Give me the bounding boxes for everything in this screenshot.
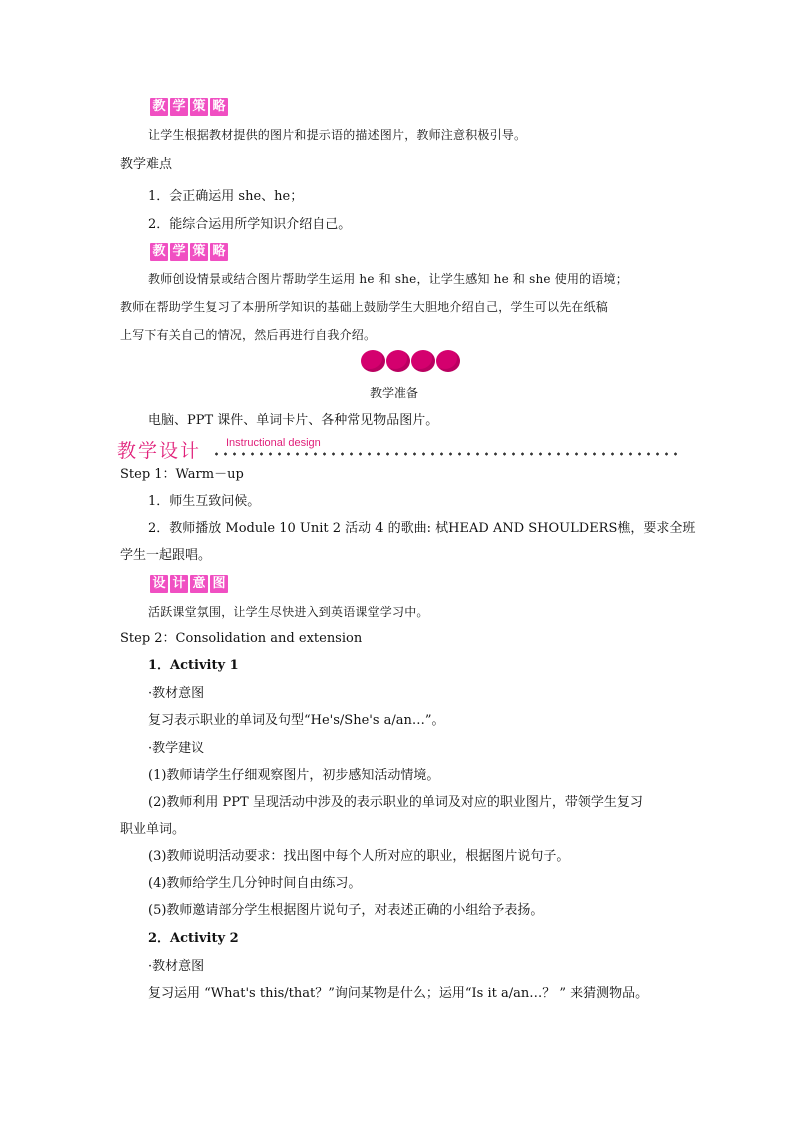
tag-char: 学 [170, 98, 188, 116]
tag-char: 略 [210, 243, 228, 261]
section-divider [212, 451, 680, 457]
advice-item: (1)教师请学生仔细观察图片，初步感知活动情境。 [148, 768, 440, 783]
prep-heading: 教学准备 [370, 386, 419, 400]
activity2-title: 2．Activity 2 [148, 931, 239, 946]
activity1-advice-label: ·教学建议 [148, 741, 205, 756]
section-subtitle: Instructional design [226, 437, 321, 449]
tag-char: 设 [150, 575, 168, 593]
tag-char: 意 [190, 575, 208, 593]
step1-item: 1．师生互致问候。 [148, 494, 261, 509]
prep-text: 电脑、PPT 课件、单词卡片、各种常见物品图片。 [148, 413, 439, 428]
apple-icon [361, 350, 385, 372]
tag-char: 教 [150, 243, 168, 261]
advice-item: (4)教师给学生几分钟时间自由练习。 [148, 876, 362, 891]
step2-title: Step 2：Consolidation and extension [120, 631, 363, 646]
design-intent-text: 活跃课堂氛围，让学生尽快进入到英语课堂学习中。 [148, 605, 429, 619]
strategy2-line: 教师在帮助学生复习了本册所学知识的基础上鼓励学生大胆地介绍自己，学生可以先在纸稿 [120, 300, 609, 314]
activity1-title: 1．Activity 1 [148, 658, 239, 673]
activity1-intent-label: ·教材意图 [148, 686, 205, 701]
step1-item: 学生一起跟唱。 [120, 548, 212, 563]
tag-char: 策 [190, 98, 208, 116]
difficulty-item: 2．能综合运用所学知识介绍自己。 [148, 217, 352, 232]
advice-item: 职业单词。 [120, 822, 186, 837]
tag-char: 学 [170, 243, 188, 261]
activity2-intent-label: ·教材意图 [148, 959, 205, 974]
activity1-intent: 复习表示职业的单词及句型“He's/She's a/an…”。 [148, 713, 445, 728]
difficulty-item: 1．会正确运用 she、he； [148, 189, 304, 204]
step1-title: Step 1：Warm－up [120, 467, 244, 482]
tag-char: 略 [210, 98, 228, 116]
apple-icon [436, 350, 460, 372]
apple-icon [386, 350, 410, 372]
advice-item: (2)教师利用 PPT 呈现活动中涉及的表示职业的单词及对应的职业图片，带领学生复习 [148, 795, 643, 810]
design-intent-tag [150, 575, 228, 593]
tag-char: 图 [210, 575, 228, 593]
strategy2-line: 上写下有关自己的情况，然后再进行自我介绍。 [120, 328, 377, 342]
apple-icon [411, 350, 435, 372]
strategy-tag [150, 243, 228, 261]
tag-char: 计 [170, 575, 188, 593]
apple-decoration [361, 350, 460, 372]
activity2-intent: 复习运用 “What's this/that？”询问某物是什么；运用“Is it a/an…？ ” 来猜测物品。 [148, 986, 649, 1001]
strategy-tag [150, 98, 228, 116]
strategy1-text: 让学生根据教材提供的图片和提示语的描述图片，教师注意积极引导。 [148, 128, 527, 142]
section-title: 教学设计 [117, 440, 202, 462]
difficulty-heading: 教学难点 [120, 157, 173, 172]
strategy2-line: 教师创设情景或结合图片帮助学生运用 he 和 she，让学生感知 he 和 she 使用的语境； [148, 272, 628, 286]
advice-item: (3)教师说明活动要求：找出图中每个人所对应的职业，根据图片说句子。 [148, 849, 570, 864]
advice-item: (5)教师邀请部分学生根据图片说句子，对表述正确的小组给予表扬。 [148, 903, 544, 918]
tag-char: 策 [190, 243, 208, 261]
tag-char: 教 [150, 98, 168, 116]
step1-item: 2．教师播放 Module 10 Unit 2 活动 4 的歌曲: 栻HEAD AND SHOULDERS樵，要求全班 [148, 521, 696, 536]
